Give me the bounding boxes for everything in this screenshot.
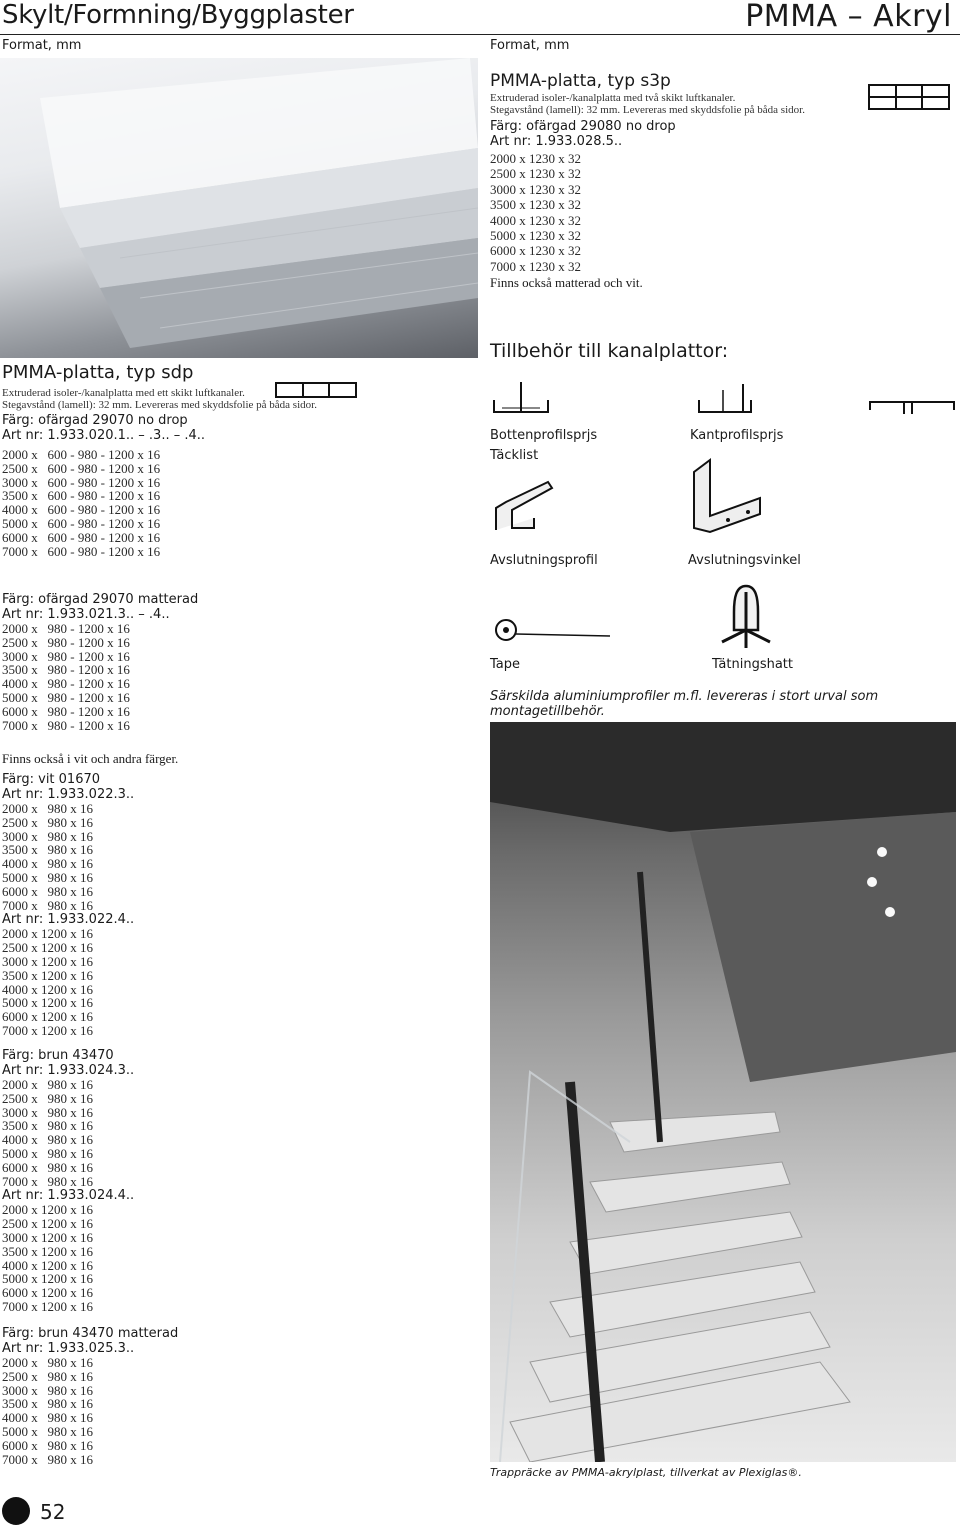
brun-dims-1 <box>2 1078 472 1188</box>
list-item: 7000 x 600 - 980 - 1200 x 16 <box>2 543 161 559</box>
accessories-note: Särskilda aluminiumprofiler m.fl. levereras i stort urval som montagetillbehör. <box>490 689 879 719</box>
list-item: 6000 x 980 x 16 <box>2 1159 93 1175</box>
list-item: 3000 x 980 - 1200 x 16 <box>2 648 130 664</box>
avslutningsvinkel-label: Avslutningsvinkel <box>688 553 801 568</box>
list-item: 6000 x 1200 x 16 <box>2 1009 93 1025</box>
staircase-photo <box>490 722 956 1462</box>
tatningshatt-icon <box>716 582 776 652</box>
sdp-block <box>2 362 472 558</box>
list-item: 2500 x 600 - 980 - 1200 x 16 <box>2 460 161 476</box>
list-item: 6000 x 600 - 980 - 1200 x 16 <box>2 529 161 545</box>
tape-icon <box>494 618 614 642</box>
list-item: 5000 x 1200 x 16 <box>2 995 93 1011</box>
vit-dims-2 <box>2 927 472 1037</box>
s3p-color: Färg: ofärgad 29080 no drop <box>490 119 676 134</box>
list-item: 4000 x 980 x 16 <box>2 1410 93 1426</box>
list-item: 3500 x 600 - 980 - 1200 x 16 <box>2 488 161 504</box>
list-item: 7000 x 1200 x 16 <box>2 1022 93 1038</box>
matt-block <box>2 592 472 766</box>
staircase-illustration <box>490 722 956 1462</box>
s3p-title: PMMA-platta, typ s3p <box>490 71 671 91</box>
bottenprofil-icon <box>492 380 552 416</box>
list-item: 3000 x 980 x 16 <box>2 1382 93 1398</box>
list-item: 5000 x 980 x 16 <box>2 869 93 885</box>
list-item: 3000 x 980 x 16 <box>2 1104 93 1120</box>
tacklist-label: Täcklist <box>490 448 539 463</box>
brand-logo-icon <box>2 1497 30 1525</box>
list-item: 7000 x 1200 x 16 <box>2 1298 93 1314</box>
list-item: 4000 x 1200 x 16 <box>2 981 93 997</box>
vit-block <box>2 772 472 1038</box>
brun-dims-2 <box>2 1203 472 1313</box>
list-item: 4000 x 1230 x 32 <box>490 212 581 228</box>
kantprofil-icon <box>697 382 753 416</box>
list-item: 7000 x 980 x 16 <box>2 1451 93 1467</box>
list-item: 7000 x 1230 x 32 <box>490 258 581 274</box>
list-item: 6000 x 980 x 16 <box>2 883 93 899</box>
s3p-art: Art nr: 1.933.028.5.. <box>490 134 623 149</box>
list-item: 3500 x 1230 x 32 <box>490 197 581 213</box>
list-item: 2000 x 980 x 16 <box>2 1077 93 1092</box>
list-item: 3500 x 980 x 16 <box>2 842 93 858</box>
list-item: 2000 x 980 x 16 <box>2 1355 93 1370</box>
matt-color: Färg: ofärgad 29070 matterad <box>2 592 199 607</box>
sdp-dims <box>2 448 472 558</box>
s3p-desc-2: Stegavstånd (lamell): 32 mm. Levereras med skyddsfolie på båda sidor. <box>490 104 805 116</box>
tape-label: Tape <box>490 657 521 672</box>
list-item: 2000 x 980 - 1200 x 16 <box>2 621 130 636</box>
list-item: 5000 x 980 x 16 <box>2 1423 93 1439</box>
list-item: 6000 x 980 x 16 <box>2 1437 93 1453</box>
list-item: 5000 x 600 - 980 - 1200 x 16 <box>2 515 161 531</box>
page-number: 52 <box>40 1500 66 1524</box>
list-item: 3500 x 980 - 1200 x 16 <box>2 662 130 678</box>
list-item: 5000 x 980 x 16 <box>2 1145 93 1161</box>
avslutningsprofil-icon <box>494 478 554 538</box>
list-item: 7000 x 980 x 16 <box>2 897 93 913</box>
vit-art-1: Art nr: 1.933.022.3.. <box>2 787 135 802</box>
list-item: 5000 x 980 - 1200 x 16 <box>2 689 130 705</box>
sdp-art: Art nr: 1.933.020.1.. – .3.. – .4.. <box>2 428 206 443</box>
header-left-title: Skylt/Formning/Byggplaster <box>2 0 354 30</box>
page-header <box>0 0 960 35</box>
brun-art-1: Art nr: 1.933.024.3.. <box>2 1063 135 1078</box>
sheets-photo <box>0 58 478 358</box>
list-item: 2500 x 980 x 16 <box>2 1090 93 1106</box>
accessories-title: Tillbehör till kanalplattor: <box>490 340 729 362</box>
s3p-dims <box>490 151 950 274</box>
bottenprofil-label: Bottenprofilsprjs <box>490 428 598 443</box>
matt-art: Art nr: 1.933.021.3.. – .4.. <box>2 607 170 622</box>
list-item: 3000 x 600 - 980 - 1200 x 16 <box>2 474 161 490</box>
brun-matt-block <box>2 1326 472 1466</box>
list-item: 2500 x 980 x 16 <box>2 814 93 830</box>
matt-note: Finns också i vit och andra färger. <box>2 751 179 767</box>
sdp-color: Färg: ofärgad 29070 no drop <box>2 413 188 428</box>
list-item: 2500 x 980 - 1200 x 16 <box>2 634 130 650</box>
list-item: 3000 x 1230 x 32 <box>490 181 581 197</box>
sdp-desc-1: Extruderad isoler-/kanalplatta med ett skikt luftkanaler. <box>2 387 245 399</box>
sdp-profile-icon <box>275 382 357 398</box>
avslutningsvinkel-icon <box>688 458 764 538</box>
list-item: 2000 x 600 - 980 - 1200 x 16 <box>2 447 161 462</box>
staircase-caption: Trappräcke av PMMA-akrylplast, tillverkat av Plexiglas®. <box>490 1466 802 1479</box>
list-item: 2000 x 1200 x 16 <box>2 926 93 942</box>
list-item: 3000 x 980 x 16 <box>2 828 93 844</box>
kantprofil-label: Kantprofilsprjs <box>690 428 784 443</box>
vit-dims-1 <box>2 802 472 912</box>
brun-color: Färg: brun 43470 <box>2 1048 114 1063</box>
list-item: 3500 x 980 x 16 <box>2 1118 93 1134</box>
header-right-title: PMMA – Akryl <box>745 0 952 34</box>
format-label-left: Format, mm <box>2 38 82 53</box>
list-item: 7000 x 980 x 16 <box>2 1173 93 1189</box>
list-item: 2500 x 980 x 16 <box>2 1368 93 1384</box>
list-item: 2500 x 1230 x 32 <box>490 166 581 182</box>
list-item: 3000 x 1200 x 16 <box>2 953 93 969</box>
list-item: 2000 x 1200 x 16 <box>2 1202 93 1218</box>
list-item: 3500 x 980 x 16 <box>2 1396 93 1412</box>
format-label-right: Format, mm <box>490 38 570 53</box>
tatningshatt-label: Tätningshatt <box>712 657 794 672</box>
sdp-title: PMMA-platta, typ sdp <box>2 362 194 383</box>
brun-matt-dims <box>2 1356 472 1466</box>
s3p-desc-1: Extruderad isoler-/kanalplatta med två skikt luftkanaler. <box>490 92 736 104</box>
list-item: 6000 x 1200 x 16 <box>2 1285 93 1301</box>
brun-art-2: Art nr: 1.933.024.4.. <box>2 1188 135 1204</box>
list-item: 4000 x 1200 x 16 <box>2 1257 93 1273</box>
list-item: 4000 x 600 - 980 - 1200 x 16 <box>2 502 161 518</box>
tacklist-icon <box>868 398 956 418</box>
list-item: 6000 x 1230 x 32 <box>490 243 581 259</box>
sdp-desc-2: Stegavstånd (lamell): 32 mm. Levereras med skyddsfolie på båda sidor. <box>2 399 317 411</box>
list-item: 3500 x 1200 x 16 <box>2 967 93 983</box>
list-item: 5000 x 1230 x 32 <box>490 228 581 244</box>
list-item: 4000 x 980 x 16 <box>2 1132 93 1148</box>
s3p-note: Finns också matterad och vit. <box>490 275 643 291</box>
s3p-profile-icon <box>868 84 950 110</box>
vit-art-2: Art nr: 1.933.022.4.. <box>2 912 135 928</box>
list-item: 7000 x 980 - 1200 x 16 <box>2 717 130 733</box>
brun-block <box>2 1048 472 1314</box>
list-item: 6000 x 980 - 1200 x 16 <box>2 703 130 719</box>
matt-dims <box>2 622 472 732</box>
list-item: 4000 x 980 x 16 <box>2 856 93 872</box>
list-item: 4000 x 980 - 1200 x 16 <box>2 676 130 692</box>
list-item: 2500 x 1200 x 16 <box>2 940 93 956</box>
brun-matt-color: Färg: brun 43470 matterad <box>2 1326 179 1341</box>
list-item: 3000 x 1200 x 16 <box>2 1229 93 1245</box>
list-item: 2000 x 1230 x 32 <box>490 151 581 166</box>
list-item: 2000 x 980 x 16 <box>2 801 93 816</box>
sheets-illustration <box>0 58 478 358</box>
brun-matt-art: Art nr: 1.933.025.3.. <box>2 1341 135 1356</box>
avslutningsprofil-label: Avslutningsprofil <box>490 553 598 568</box>
list-item: 3500 x 1200 x 16 <box>2 1243 93 1259</box>
list-item: 5000 x 1200 x 16 <box>2 1271 93 1287</box>
list-item: 2500 x 1200 x 16 <box>2 1216 93 1232</box>
vit-color: Färg: vit 01670 <box>2 772 101 787</box>
